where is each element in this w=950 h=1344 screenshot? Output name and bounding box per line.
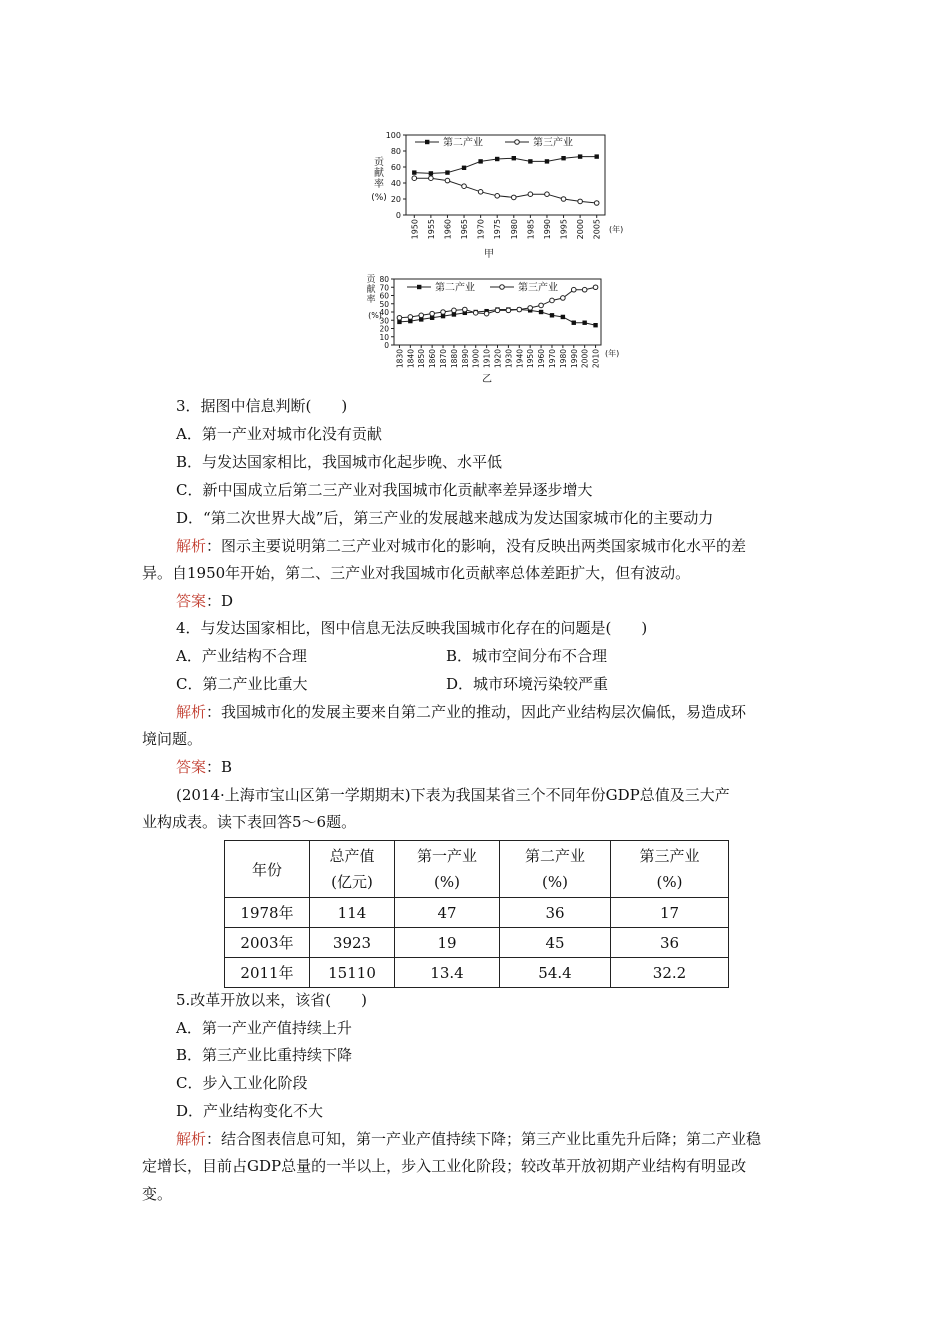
chart-jia — [365, 125, 625, 260]
table-cell-total: 3923 — [310, 928, 395, 958]
q5-analysis-line3: 变。 — [142, 1185, 173, 1203]
chart-yi — [365, 270, 625, 385]
legend-marker — [500, 285, 505, 290]
data-point — [545, 192, 550, 197]
legend-label: 第二产业 — [435, 282, 475, 294]
legend-marker — [425, 140, 429, 144]
x-tick-label: 1950 — [410, 219, 420, 240]
chart-yi-title: 乙 — [482, 374, 492, 385]
x-tick-label: 1840 — [406, 349, 416, 369]
data-point — [572, 321, 576, 325]
data-point — [484, 311, 489, 316]
series-line-1 — [414, 157, 596, 174]
q3-analysis-line1 — [176, 536, 746, 556]
x-tick-label: 1985 — [526, 219, 536, 240]
legend-marker — [515, 140, 520, 145]
svg-text:贡: 贡 — [374, 157, 384, 168]
x-tick-label: 1990 — [542, 219, 552, 240]
svg-text:率: 率 — [366, 295, 376, 305]
q4-answer-value: ：B — [206, 758, 233, 776]
x-tick-label: 1910 — [482, 349, 492, 369]
x-tick-label: 1970 — [547, 349, 557, 369]
q3-answer-label: 答案 — [176, 592, 207, 610]
q3-option-c: C．新中国成立后第二三产业对我国城市化贡献率差异逐步增大 — [176, 481, 593, 499]
table-header-total-2: (亿元) — [331, 873, 373, 891]
chart-jia-ylabel — [371, 156, 387, 203]
table-row — [225, 958, 729, 988]
x-tick-label: 1830 — [395, 349, 405, 369]
data-point — [495, 194, 500, 199]
table-cell-p2: 45 — [500, 928, 611, 958]
table-cell-p1: 19 — [395, 928, 500, 958]
q5-analysis-text1: ：结合图表信息可知，第一产业产值持续下降；第三产业比重先升后降；第二产业稳 — [206, 1130, 762, 1148]
x-tick-label: 1995 — [559, 219, 569, 240]
svg-text:率: 率 — [374, 179, 384, 190]
data-point — [478, 159, 482, 163]
intro-line2: 业构成表。读下表回答5～6题。 — [142, 813, 357, 831]
table-row — [225, 928, 729, 958]
legend-label: 第三产业 — [533, 137, 573, 149]
x-tick-label: 1960 — [537, 349, 547, 369]
x-tick-label: 2010 — [591, 349, 601, 369]
y-tick-label: 0 — [384, 341, 389, 350]
table-header-p2-unit: (%) — [542, 873, 568, 891]
x-tick-label: 1975 — [493, 219, 503, 240]
data-point — [561, 197, 566, 202]
svg-text:(%): (%) — [371, 193, 387, 203]
table-cell-p1: 13.4 — [395, 958, 500, 988]
q5-stem: 5.改革开放以来，该省( ) — [176, 991, 368, 1009]
data-point — [412, 170, 416, 174]
table-cell-p1: 47 — [395, 898, 500, 928]
q4-analysis-label: 解析 — [176, 703, 207, 721]
y-tick-label: 20 — [390, 195, 401, 204]
q3-answer-value: ：D — [206, 592, 234, 610]
y-tick-label: 100 — [385, 131, 401, 140]
data-point — [582, 287, 587, 292]
table-header-row — [225, 841, 729, 898]
y-tick-label: 40 — [379, 308, 389, 317]
table-header-p1 — [395, 841, 500, 898]
x-tick-label: 1900 — [471, 349, 481, 369]
table-cell-total: 114 — [310, 898, 395, 928]
x-tick-label: 1990 — [569, 349, 579, 369]
q3-analysis-text1: ：图示主要说明第二三产业对城市化的影响，没有反映出两类国家城市化水平的差 — [206, 537, 747, 555]
y-tick-label: 80 — [379, 275, 389, 284]
x-tick-label: 1930 — [504, 349, 514, 369]
legend-label: 第二产业 — [443, 137, 483, 149]
series-line-2 — [399, 287, 595, 318]
x-tick-label: 2000 — [580, 349, 590, 369]
x-tick-label: 1880 — [449, 349, 459, 369]
q5-analysis-line1 — [176, 1129, 761, 1149]
data-point — [462, 184, 467, 189]
table-cell-p2: 36 — [500, 898, 611, 928]
x-tick-label: 1950 — [526, 349, 536, 369]
legend-marker — [417, 285, 421, 289]
y-tick-label: 40 — [390, 179, 401, 188]
svg-text:献: 献 — [366, 285, 376, 295]
y-tick-label: 70 — [379, 283, 389, 293]
q5-option-a: A．第一产业产值持续上升 — [176, 1019, 352, 1037]
table-cell-p2: 54.4 — [500, 958, 611, 988]
q3-analysis-line2: 异。自1950年开始，第二、三产业对我国城市化贡献率总体差距扩大，但有波动。 — [142, 564, 691, 582]
x-tick-label: 1860 — [428, 349, 438, 369]
q4-option-a: A．产业结构不合理 — [176, 647, 307, 665]
chart-jia-title: 甲 — [484, 249, 494, 260]
chart-jia-xlabel: (年) — [609, 225, 624, 234]
data-point — [517, 307, 522, 312]
x-tick-label: 1940 — [515, 349, 525, 369]
data-point — [429, 171, 433, 175]
chart-yi-xlabel: (年) — [605, 349, 620, 358]
q4-option-c: C．第二产业比重大 — [176, 675, 308, 693]
data-point — [528, 159, 532, 163]
x-tick-label: 2005 — [592, 219, 602, 240]
data-point — [593, 285, 598, 290]
table-header-p2 — [500, 841, 611, 898]
x-tick-label: 1850 — [417, 349, 427, 369]
data-point — [478, 190, 483, 195]
data-point — [545, 159, 549, 163]
q4-stem: 4．与发达国家相比，图中信息无法反映我国城市化存在的问题是( ) — [176, 619, 648, 637]
svg-text:献: 献 — [374, 168, 384, 179]
x-tick-label: 1970 — [476, 219, 486, 240]
q4-answer — [176, 757, 232, 777]
table-header-p1-label: 第一产业 — [416, 847, 477, 865]
q3-stem: 3．据图中信息判断( ) — [176, 397, 348, 415]
data-point — [397, 315, 402, 320]
data-point — [595, 154, 599, 158]
data-point — [550, 298, 555, 303]
legend-label: 第三产业 — [518, 282, 558, 294]
data-point — [539, 310, 543, 314]
data-point — [452, 308, 457, 313]
table-cell-year: 2011年 — [225, 958, 310, 988]
svg-text:贡: 贡 — [366, 275, 376, 285]
q5-analysis-label: 解析 — [176, 1130, 207, 1148]
x-tick-label: 1960 — [443, 219, 453, 240]
data-point — [495, 157, 499, 161]
y-tick-label: 50 — [379, 299, 389, 309]
q5-option-c: C．步入工业化阶段 — [176, 1074, 308, 1092]
data-point — [571, 287, 576, 292]
svg-text:(%): (%) — [368, 311, 382, 320]
data-point — [430, 311, 435, 316]
x-tick-label: 1965 — [460, 219, 470, 240]
table-header-p3-label: 第三产业 — [639, 847, 700, 865]
data-point — [441, 310, 446, 315]
q4-analysis-line2: 境问题。 — [142, 730, 203, 748]
data-point — [473, 311, 478, 316]
q3-option-b: B．与发达国家相比，我国城市化起步晚、水平低 — [176, 453, 503, 471]
table-header-p3-unit: (%) — [656, 873, 683, 891]
intro-line1: (2014·上海市宝山区第一学期期末)下表为我国某省三个不同年份GDP总值及三大产 — [176, 786, 730, 804]
x-tick-label: 1955 — [426, 219, 436, 240]
q3-option-d: D．“第二次世界大战”后，第三产业的发展越来越成为发达国家城市化的主要动力 — [176, 509, 714, 527]
x-tick-label: 1980 — [509, 219, 519, 240]
q4-analysis-line1 — [176, 702, 746, 722]
table-cell-year: 2003年 — [225, 928, 310, 958]
data-point — [582, 321, 586, 325]
data-point — [593, 323, 597, 327]
y-tick-label: 60 — [379, 291, 389, 301]
data-point — [419, 313, 424, 318]
data-point — [512, 156, 516, 160]
x-tick-label: 2000 — [576, 219, 586, 240]
table-cell-p3: 17 — [611, 898, 729, 928]
x-tick-label: 1980 — [558, 349, 568, 369]
data-point — [445, 170, 449, 174]
table-header-year: 年份 — [225, 841, 310, 898]
y-tick-label: 0 — [395, 211, 401, 220]
q5-option-b: B．第三产业比重持续下降 — [176, 1046, 353, 1064]
data-point — [463, 307, 468, 312]
data-point — [445, 178, 450, 183]
table-header-p3 — [611, 841, 729, 898]
y-tick-label: 20 — [379, 324, 389, 334]
data-point — [511, 195, 516, 200]
data-point — [528, 192, 533, 197]
data-point — [412, 176, 417, 181]
q4-answer-label: 答案 — [176, 758, 207, 776]
table-header-p2-label: 第二产业 — [524, 847, 585, 865]
y-tick-label: 60 — [390, 163, 401, 172]
q3-answer — [176, 591, 233, 611]
y-tick-label: 80 — [390, 147, 401, 156]
x-tick-label: 1920 — [493, 349, 503, 369]
q4-analysis-text1: ：我国城市化的发展主要来自第二产业的推动，因此产业结构层次偏低，易造成环 — [206, 703, 747, 721]
q3-option-a: A．第一产业对城市化没有贡献 — [176, 425, 382, 443]
data-point — [528, 306, 533, 311]
data-point — [539, 303, 544, 308]
table-row — [225, 898, 729, 928]
table-header-p1-unit: (%) — [434, 873, 460, 891]
table-header-total — [310, 841, 395, 898]
q4-option-b: B．城市空间分布不合理 — [446, 647, 608, 665]
series-line-2 — [414, 178, 596, 203]
plot-frame — [406, 135, 605, 215]
table-cell-p3: 36 — [611, 928, 729, 958]
data-point — [462, 166, 466, 170]
y-tick-label: 30 — [379, 316, 389, 326]
table-cell-p3: 32.2 — [611, 958, 729, 988]
q3-analysis-label: 解析 — [176, 537, 207, 555]
data-point — [561, 315, 565, 319]
q4-option-d: D．城市环境污染较严重 — [446, 675, 609, 693]
data-point — [561, 156, 565, 160]
data-point — [429, 176, 434, 181]
data-point — [561, 296, 566, 301]
table-cell-total: 15110 — [310, 958, 395, 988]
data-point — [506, 308, 511, 313]
table-cell-year: 1978年 — [225, 898, 310, 928]
x-tick-label: 1890 — [460, 349, 470, 369]
data-point — [408, 315, 413, 320]
data-point — [550, 313, 554, 317]
data-point — [578, 199, 583, 204]
data-point — [495, 308, 500, 313]
x-tick-label: 1870 — [439, 349, 449, 369]
q5-option-d: D．产业结构变化不大 — [176, 1102, 324, 1120]
data-point — [594, 201, 599, 206]
y-tick-label: 10 — [379, 332, 389, 342]
gdp-table — [224, 840, 729, 988]
table-header-total-1: 总产值 — [329, 847, 375, 865]
data-point — [578, 154, 582, 158]
q5-analysis-line2: 定增长，目前占GDP总量的一半以上，步入工业化阶段；较改革开放初期产业结构有明显改 — [142, 1157, 747, 1175]
